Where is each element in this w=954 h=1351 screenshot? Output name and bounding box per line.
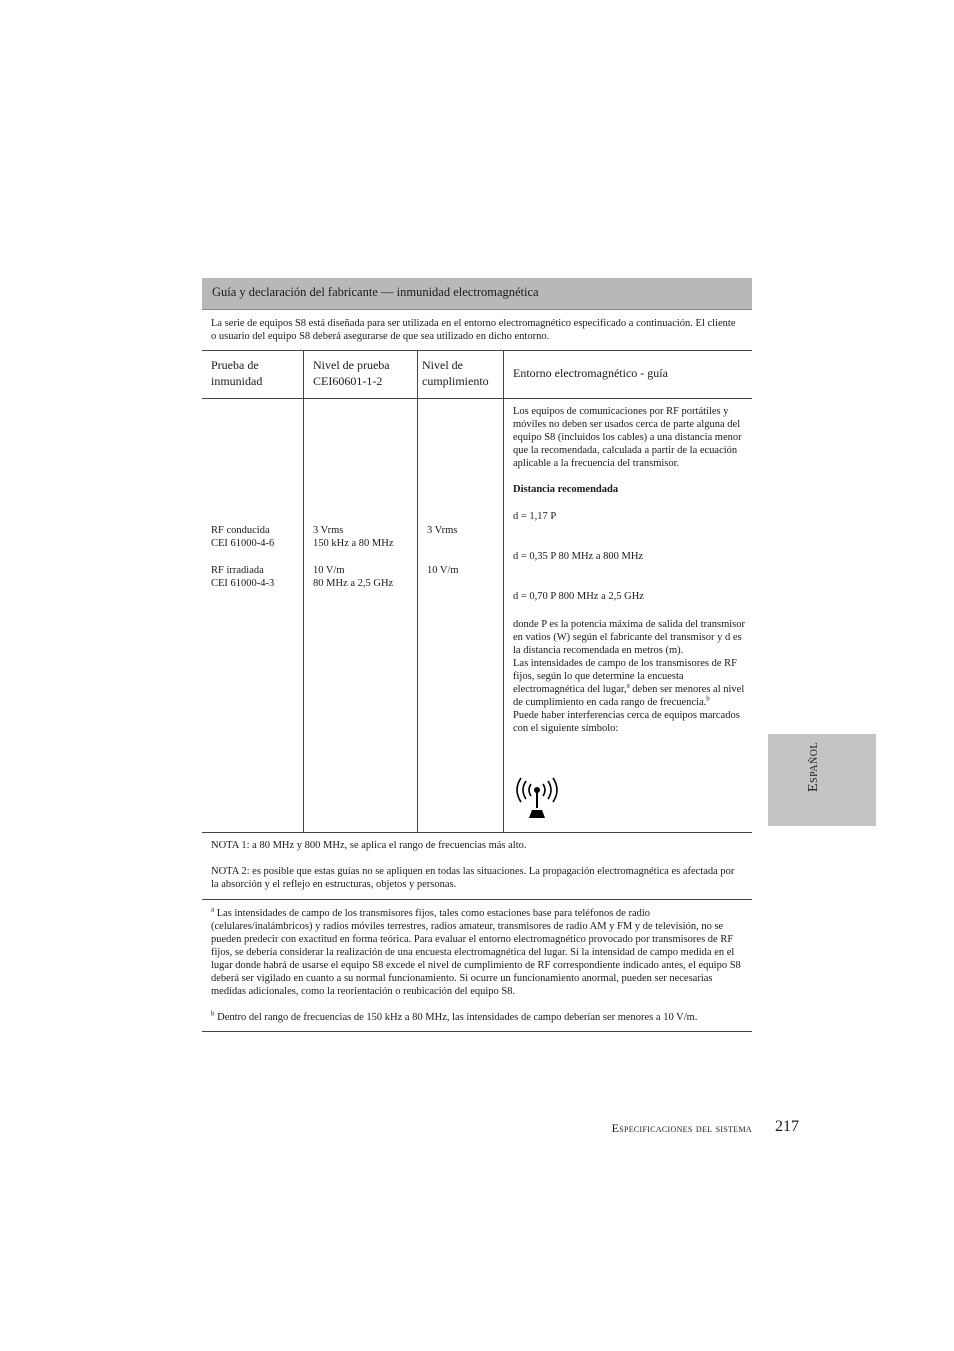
col-header-compliance: Nivel de cumplimiento xyxy=(422,358,489,388)
non-ionizing-radiation-icon xyxy=(513,776,561,820)
test-name: RF irradiada xyxy=(211,565,264,576)
guide-para1: Los equipos de comunicaciones por RF portátiles y móviles no deben ser usados cerca de parte alguna del equipo S8 (incluidos los cables) a una distancia menor que la recomendada, calculada a partir de la ecuación aplicable a la frecuencia del transmisor. xyxy=(513,406,742,469)
test-name: RF conducida xyxy=(211,525,270,536)
test-range: 80 MHz a 2,5 GHz xyxy=(313,578,394,589)
row-conducted-level xyxy=(313,524,393,550)
footnote-ref-b: b xyxy=(706,694,710,703)
col-header-level: Nivel de prueba CEI60601-1-2 xyxy=(313,358,390,388)
emc-document xyxy=(202,278,752,1032)
col-header-guide: Entorno electromagnético - guía xyxy=(513,366,668,380)
guide-para3 xyxy=(513,657,745,709)
nota-1: NOTA 1: a 80 MHz y 800 MHz, se aplica el rango de frecuencias más alto. xyxy=(211,840,527,851)
row-radiated-test xyxy=(211,564,274,590)
footnote-a-text: Las intensidades de campo de los transmisores fijos, tales como estaciones base para teléfonos de radio (celulares/inalámbricos) y radios móviles terrestres, radios amateur, transmisores de radio AM y FM y de televisión, no se pueden predecir con exactitud en forma teórica. Para evaluar el entorno electromagnético provocado por transmisores de RF fijos, se debería considerar la realización de una encuesta electromagnética del lugar. Si la intensidad de campo medida en el lugar donde habrá de usarse el equipo S8 excede el nivel de cumplimiento de RF correspondiente indicado antes, el equipo S8 deberá ser vigilado en cuanto a su normal funcionamiento. Si ocurre un funcionamiento anormal, pueden ser necesarias medidas adicionales, como la reorientación o reubicación del equipo S8. xyxy=(211,908,741,997)
col-divider xyxy=(417,399,418,832)
test-range: 150 kHz a 80 MHz xyxy=(313,538,394,549)
test-standard: CEI 61000-4-6 xyxy=(211,538,275,549)
formula-conducted: d = 1,17 P xyxy=(513,511,557,522)
table-head xyxy=(202,351,752,399)
footnote-a xyxy=(211,907,742,998)
footnote-b xyxy=(211,1011,742,1024)
language-tab-label: Español xyxy=(806,741,821,792)
table-header-title: Guía y declaración del fabricante — inmunidad electromagnética xyxy=(202,278,752,310)
col-divider xyxy=(503,351,504,398)
col-divider xyxy=(303,399,304,832)
test-standard: CEI 61000-4-3 xyxy=(211,578,275,589)
guide-para3-a: Las intensidades de campo de los transmisores de RF fijos, según lo que determine la encuesta electromagnética del lugar, xyxy=(513,658,737,695)
row-conducted-test xyxy=(211,524,274,550)
col-divider xyxy=(303,351,304,398)
guide-para3-b: deben ser menores al nivel de cumplimiento en cada rango de frecuencia. xyxy=(513,684,745,708)
test-level: 10 V/m xyxy=(313,565,345,576)
nota-2: NOTA 2: es posible que estas guías no se apliquen en todas las situaciones. La propagación electromagnética es afectada por la absorción y el reflejo en estructuras, objetos y personas. xyxy=(211,866,735,890)
footnote-b-text: Dentro del rango de frecuencias de 150 kHz a 80 MHz, las intensidades de campo deberían ser menores a 10 V/m. xyxy=(214,1012,698,1023)
intro-text: La serie de equipos S8 está diseñada para ser utilizada en el entorno electromagnético especificado a continuación. El cliente o usuario del equipo S8 deberá asegurarse de que sea utilizado en dicho entorno. xyxy=(211,318,736,342)
row-radiated-level xyxy=(313,564,393,590)
col-header-test: Prueba de inmunidad xyxy=(211,358,263,388)
distance-title: Distancia recomendada xyxy=(513,484,619,495)
notes-section xyxy=(202,833,752,900)
formula-radiated: d = 0,35 P 80 MHz a 800 MHz xyxy=(513,551,644,562)
page-number: 217 xyxy=(775,1118,799,1135)
col-divider xyxy=(417,351,418,398)
footnotes-section xyxy=(202,900,752,1032)
footnote-a-mark: a xyxy=(211,905,215,914)
col-divider xyxy=(503,399,504,832)
footnote-b-mark: b xyxy=(211,1009,215,1018)
footnote-ref-a: a xyxy=(626,681,630,690)
guide-para2: donde P es la potencia máxima de salida del transmisor en vatios (W) según el fabricante del transmisor y d es la distancia recomendada en metros (m). xyxy=(513,619,746,656)
table-body xyxy=(202,399,752,832)
running-title: Especificaciones del sistema xyxy=(611,1121,752,1135)
row-conducted-compliance: 3 Vrms xyxy=(427,525,458,536)
guide-para4: Puede haber interferencias cerca de equipos marcados con el siguiente símbolo: xyxy=(513,710,740,734)
row-radiated-compliance: 10 V/m xyxy=(427,565,459,576)
formula-high: d = 0,70 P 800 MHz a 2,5 GHz xyxy=(513,591,644,602)
test-level: 3 Vrms xyxy=(313,525,344,536)
language-tab xyxy=(768,734,876,826)
guide-column xyxy=(513,405,745,735)
immunity-table xyxy=(202,350,752,833)
